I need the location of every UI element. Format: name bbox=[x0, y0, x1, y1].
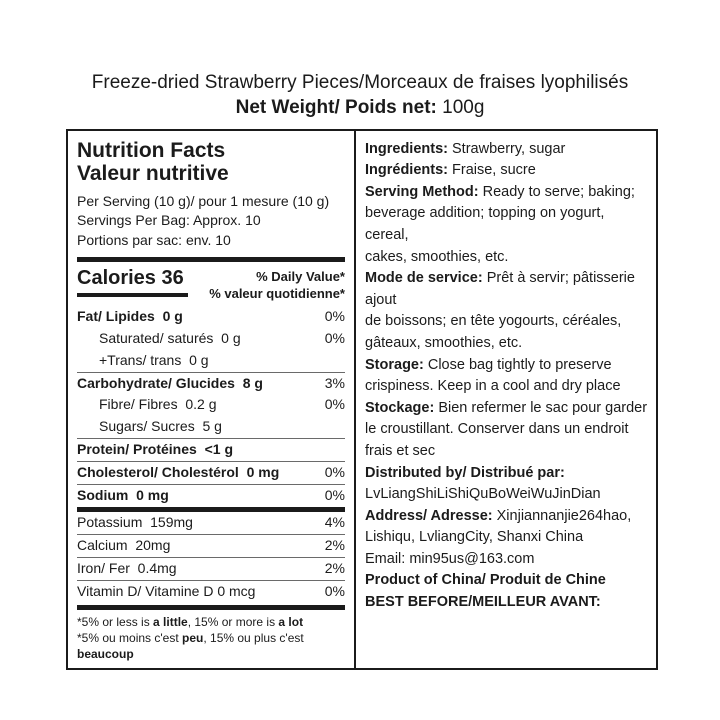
info-line bbox=[365, 549, 648, 571]
serving-line: Per Serving (10 g)/ pour 1 mesure (10 g) bbox=[77, 192, 330, 209]
calories-value: Calories 36 bbox=[77, 268, 188, 297]
label-box bbox=[66, 129, 658, 670]
text-segment: , 15% or more is bbox=[187, 614, 279, 629]
daily-value-fr: % valeur quotidienne* bbox=[209, 285, 345, 301]
daily-value-header bbox=[209, 268, 345, 302]
text-segment: BEST BEFORE/MEILLEUR AVANT: bbox=[365, 594, 601, 611]
text-segment: a little bbox=[153, 614, 188, 629]
serving-line: Portions par sac: env. 10 bbox=[77, 231, 231, 248]
text-segment: Close bag tightly to preserve bbox=[423, 356, 612, 373]
serving-info bbox=[77, 192, 345, 251]
calories-row bbox=[77, 268, 345, 302]
daily-value-percent: 2% bbox=[324, 559, 345, 576]
thick-divider-bar bbox=[77, 257, 345, 262]
nutrient-row bbox=[77, 438, 345, 461]
info-line bbox=[365, 203, 648, 246]
text-segment: Lishiqu, LvliangCity, Shanxi China bbox=[365, 529, 584, 546]
info-line bbox=[365, 182, 648, 204]
product-title: Freeze-dried Strawberry Pieces/Morceaux de fraises lyophilisés bbox=[91, 72, 629, 93]
nutrient-label: Fat/ Lipides 0 g bbox=[77, 307, 183, 324]
info-line bbox=[365, 419, 648, 441]
text-segment: beaucoup bbox=[77, 646, 134, 661]
text-segment: Prêt à servir; pâtisserie ajout bbox=[365, 270, 640, 308]
text-segment: Ingrédients: bbox=[365, 162, 448, 179]
text-segment: Distributed by/ Distribué par: bbox=[365, 464, 565, 481]
text-segment: LvLiangShiLiShiQuBoWeiWuJinDian bbox=[365, 486, 601, 503]
nutrient-row bbox=[77, 328, 345, 350]
nutrient-row bbox=[77, 557, 345, 580]
nutrient-label: Calcium 20mg bbox=[77, 536, 171, 553]
nutrient-row bbox=[77, 372, 345, 395]
info-line bbox=[365, 376, 648, 398]
info-line bbox=[365, 527, 648, 549]
text-segment: *5% or less is bbox=[77, 614, 154, 629]
info-line bbox=[365, 441, 648, 463]
nutrition-facts-heading bbox=[77, 139, 345, 185]
nutrient-row bbox=[77, 580, 345, 603]
text-segment: crispiness. Keep in a cool and dry place bbox=[365, 378, 621, 395]
info-line bbox=[365, 463, 648, 485]
text-segment: le croustillant. Conserver dans un endroit bbox=[365, 421, 629, 438]
info-line bbox=[365, 506, 648, 528]
text-segment: Mode de service: bbox=[365, 270, 483, 287]
nutrient-label: +Trans/ trans 0 g bbox=[99, 351, 209, 368]
text-segment: frais et sec bbox=[365, 442, 436, 459]
nutrient-row bbox=[77, 461, 345, 484]
text-segment: Ready to serve; baking; bbox=[478, 183, 635, 200]
text-segment: Email: min95us@163.com bbox=[365, 550, 535, 567]
info-line bbox=[365, 311, 648, 333]
nutrient-row bbox=[77, 394, 345, 416]
info-line bbox=[365, 268, 648, 311]
info-line bbox=[365, 160, 648, 182]
info-line bbox=[365, 398, 648, 420]
nutrient-label: Sugars/ Sucres 5 g bbox=[99, 418, 222, 435]
info-line bbox=[365, 592, 648, 614]
nutrition-facts-panel bbox=[68, 131, 354, 668]
info-line bbox=[365, 355, 648, 377]
text-segment: a lot bbox=[278, 614, 304, 629]
text-segment: Xinjiannanjie264hao, bbox=[492, 507, 632, 524]
text-segment: *5% ou moins c'est bbox=[77, 630, 183, 645]
daily-value-percent: 4% bbox=[324, 513, 345, 530]
text-segment: Product of China/ Produit de Chine bbox=[365, 572, 606, 589]
text-segment: Storage: bbox=[365, 356, 424, 373]
footnotes bbox=[77, 614, 345, 662]
text-segment: peu bbox=[182, 630, 204, 645]
nutrient-row bbox=[77, 484, 345, 507]
text-segment: Strawberry, sugar bbox=[447, 140, 566, 157]
daily-value-percent: 0% bbox=[324, 464, 345, 481]
serving-line: Servings Per Bag: Approx. 10 bbox=[77, 212, 261, 229]
info-line bbox=[365, 570, 648, 592]
text-segment: Serving Method: bbox=[365, 183, 479, 200]
nutrient-row bbox=[77, 416, 345, 438]
daily-value-en: % Daily Value* bbox=[256, 269, 345, 285]
info-line bbox=[365, 333, 648, 355]
thick-divider-bar bbox=[77, 605, 345, 610]
daily-value-percent: 0% bbox=[324, 487, 345, 504]
nutrient-row bbox=[77, 507, 345, 534]
info-panel bbox=[354, 131, 656, 668]
nutrient-label: Saturated/ saturés 0 g bbox=[99, 329, 241, 346]
nutrient-label: Protein/ Protéines <1 g bbox=[77, 441, 233, 458]
daily-value-percent: 0% bbox=[324, 329, 345, 346]
text-segment: Address/ Adresse: bbox=[365, 507, 493, 524]
nutrient-label: Cholesterol/ Cholestérol 0 mg bbox=[77, 464, 280, 481]
text-segment: Fraise, sucre bbox=[447, 162, 536, 179]
nutrition-facts-title-fr: Valeur nutritive bbox=[77, 161, 229, 185]
net-weight-value: 100g bbox=[436, 96, 485, 118]
nutrient-row bbox=[77, 534, 345, 557]
info-line bbox=[365, 247, 648, 269]
nutrient-label: Carbohydrate/ Glucides 8 g bbox=[77, 374, 263, 391]
footnote-line bbox=[77, 630, 345, 662]
text-segment: , 15% ou plus c'est bbox=[203, 630, 304, 645]
text-segment: Stockage: bbox=[365, 399, 435, 416]
nutrient-label: Fibre/ Fibres 0.2 g bbox=[99, 396, 217, 413]
text-segment: gâteaux, smoothies, etc. bbox=[365, 334, 523, 351]
nutrient-label: Vitamin D/ Vitamine D 0 mcg bbox=[77, 582, 256, 599]
nutrient-row bbox=[77, 306, 345, 328]
daily-value-percent: 0% bbox=[324, 396, 345, 413]
info-line bbox=[365, 139, 648, 161]
text-segment: Bien refermer le sac pour garder bbox=[434, 399, 648, 416]
text-segment: Ingredients: bbox=[365, 140, 448, 157]
footnote-line bbox=[77, 614, 345, 630]
net-weight-line bbox=[0, 97, 720, 120]
nutrient-label: Potassium 159mg bbox=[77, 513, 193, 530]
daily-value-percent: 3% bbox=[324, 374, 345, 391]
nutrient-rows bbox=[77, 306, 345, 603]
text-segment: cakes, smoothies, etc. bbox=[365, 248, 509, 265]
net-weight-label: Net Weight/ Poids net: bbox=[235, 96, 437, 118]
nutrient-row bbox=[77, 350, 345, 372]
nutrient-label: Sodium 0 mg bbox=[77, 487, 169, 504]
daily-value-percent: 0% bbox=[324, 307, 345, 324]
daily-value-percent: 0% bbox=[324, 582, 345, 599]
text-segment: beverage addition; topping on yogurt, cereal, bbox=[365, 205, 609, 243]
nutrient-label: Iron/ Fer 0.4mg bbox=[77, 559, 177, 576]
nutrition-facts-title-en: Nutrition Facts bbox=[77, 138, 226, 162]
info-line bbox=[365, 484, 648, 506]
text-segment: de boissons; en tête yogourts, céréales, bbox=[365, 313, 622, 330]
daily-value-percent: 2% bbox=[324, 536, 345, 553]
